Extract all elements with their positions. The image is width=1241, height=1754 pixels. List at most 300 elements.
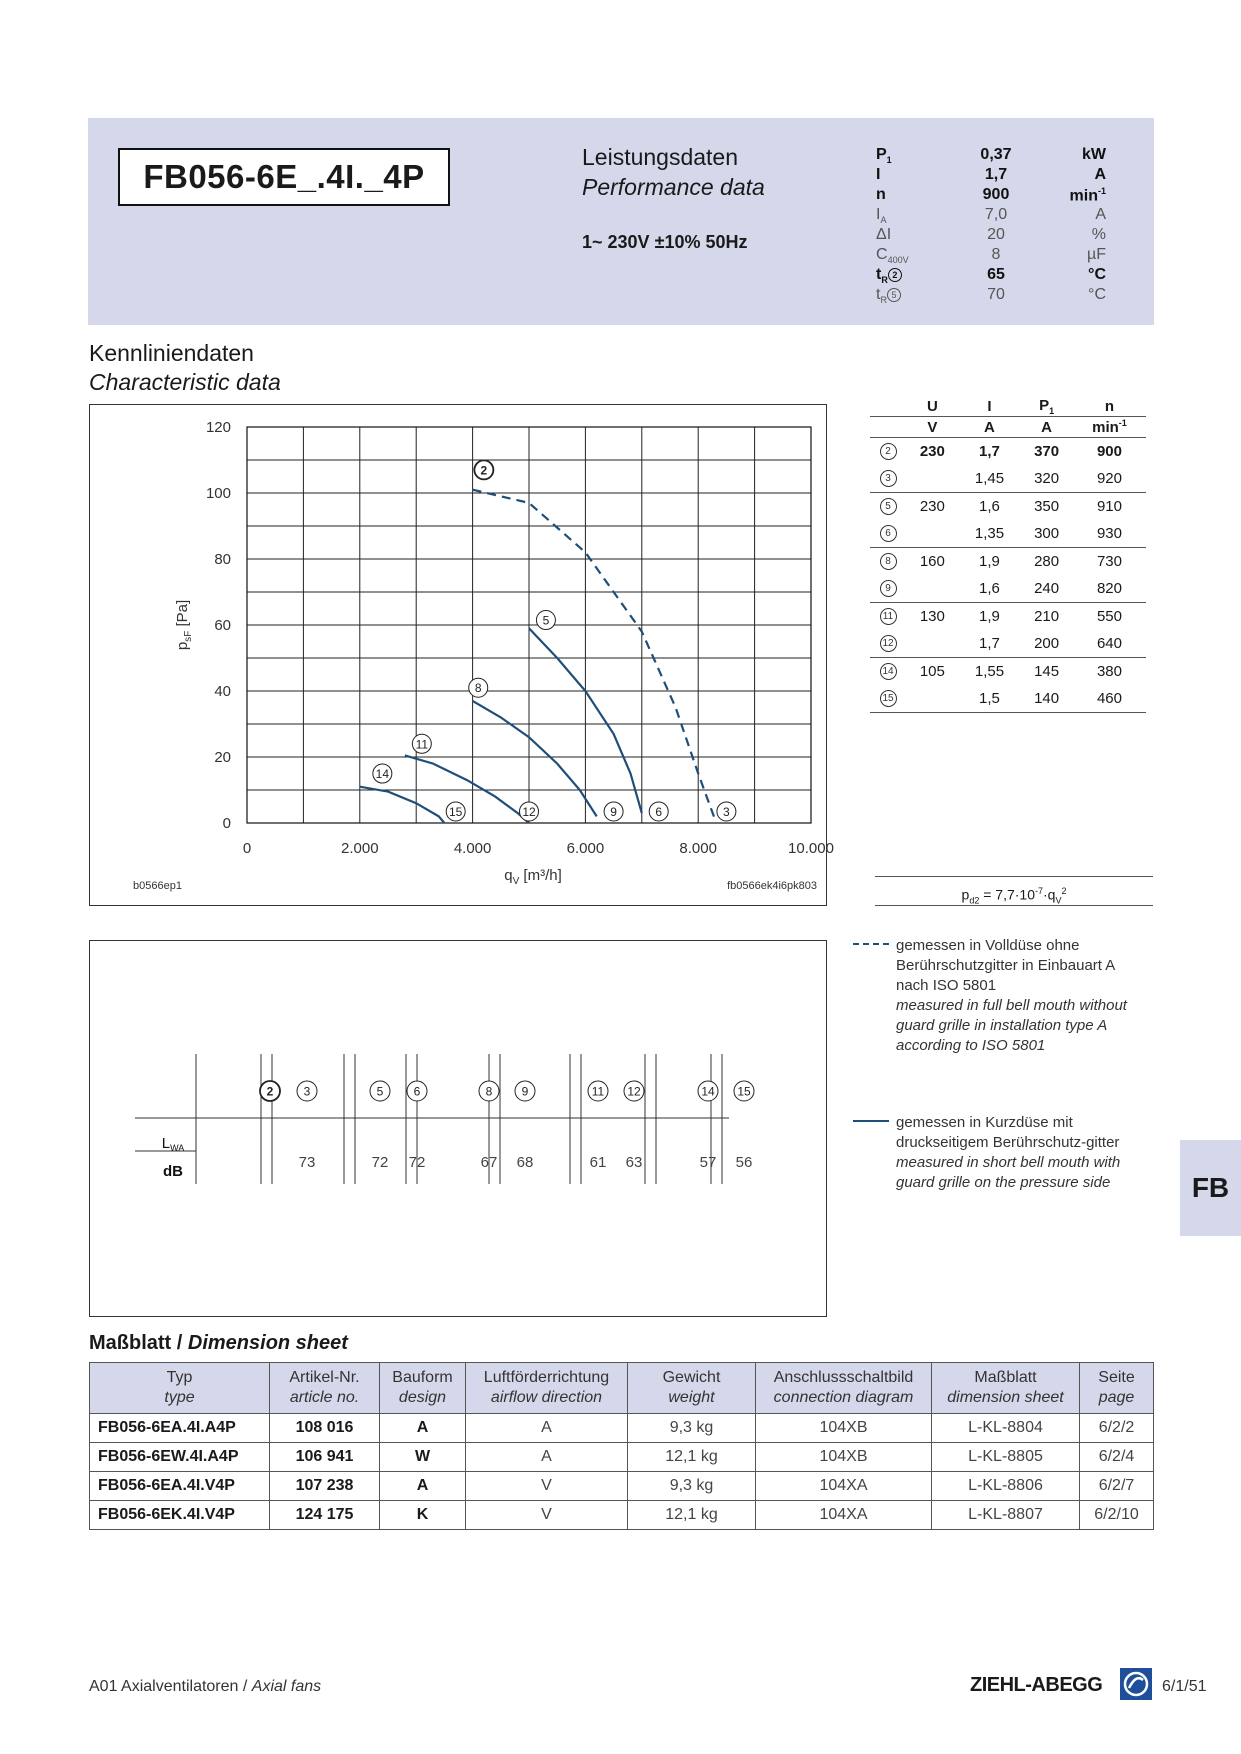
spec-row <box>876 166 1106 186</box>
table-cell: 9,3 kg <box>628 1472 756 1501</box>
sound-column <box>260 1081 280 1101</box>
dimension-header-en: dimension sheet <box>947 1389 1064 1406</box>
table-header-cell <box>1073 396 1146 417</box>
table-cell: 6/2/10 <box>1080 1501 1154 1530</box>
spec-symbol <box>876 226 891 244</box>
spec-symbol-text: I <box>876 166 881 183</box>
table-row <box>870 493 1146 521</box>
table-cell: 1,9 <box>959 603 1021 631</box>
sound-power-table <box>89 940 827 1317</box>
curve-marker <box>536 611 555 630</box>
table-cell <box>906 685 959 713</box>
table-cell: 104XA <box>756 1472 932 1501</box>
table-cell <box>870 465 906 493</box>
dimension-header-en: airflow direction <box>490 1389 603 1406</box>
spec-symbol-sub: 1 <box>886 155 892 166</box>
dimension-header-cell <box>270 1363 380 1414</box>
curve-2 <box>473 490 715 820</box>
marker-label: 11 <box>415 737 429 752</box>
spec-symbol-text: C <box>876 246 888 263</box>
spec-symbol-text: t <box>876 266 882 283</box>
sound-value: 63 <box>625 1154 643 1171</box>
spec-row <box>876 266 1106 286</box>
sound-column <box>698 1081 718 1171</box>
sound-column <box>734 1081 754 1171</box>
table-cell: 9,3 kg <box>628 1414 756 1443</box>
marker-label: 3 <box>723 804 730 819</box>
table-unit-row <box>870 417 1146 438</box>
spec-value: 70 <box>987 286 1005 303</box>
table-cell: 6/2/7 <box>1080 1472 1154 1501</box>
table-cell: 130 <box>906 603 959 631</box>
table-cell: 230 <box>906 493 959 521</box>
table-cell: FB056-6EA.4I.V4P <box>90 1472 270 1501</box>
table-cell: FB056-6EK.4I.V4P <box>90 1501 270 1530</box>
sound-unit-label: dB <box>163 1163 183 1180</box>
spec-symbol <box>876 186 886 204</box>
spec-unit-text: °C <box>1088 266 1106 283</box>
spec-symbol-text: n <box>876 186 886 203</box>
dimension-title-de: Maßblatt / <box>89 1332 188 1354</box>
y-tick-label: 20 <box>214 749 231 766</box>
table-cell: 104XB <box>756 1443 932 1472</box>
marker-label: 12 <box>522 804 536 819</box>
chart-code-right: fb0566ek4i6pk803 <box>727 880 817 892</box>
marker-label: 3 <box>303 1084 311 1099</box>
unit-text: A <box>1041 418 1052 436</box>
table-cell <box>906 465 959 493</box>
formula-sq: 2 <box>1061 886 1067 896</box>
marker-label: 2 <box>480 463 488 478</box>
table-cell <box>870 603 906 631</box>
sound-row-label <box>162 1135 185 1153</box>
table-cell: W <box>380 1443 466 1472</box>
table-row <box>870 465 1146 493</box>
x-axis-label-unit: [m³/h] <box>519 867 562 884</box>
sound-column <box>515 1081 535 1171</box>
table-cell: 145 <box>1020 658 1073 686</box>
table-header-cell <box>906 396 959 417</box>
curve-marker <box>520 802 539 821</box>
spec-symbol <box>876 286 901 305</box>
curve-marker: 2 <box>880 443 897 460</box>
table-cell: 12,1 kg <box>628 1443 756 1472</box>
header-text: U <box>926 397 938 415</box>
table-cell <box>870 658 906 686</box>
table-row <box>870 658 1146 686</box>
y-tick-label: 0 <box>222 815 231 832</box>
curve-marker <box>649 802 668 821</box>
table-cell <box>870 630 906 658</box>
spec-unit <box>1070 186 1106 205</box>
x-tick-label: 4.000 <box>453 840 492 857</box>
legend-solid-line <box>853 1120 889 1122</box>
curve-marker: 2 <box>888 268 902 282</box>
curve-marker <box>474 460 493 479</box>
sound-row-label-sub: WA <box>170 1143 185 1153</box>
spec-unit-sup: -1 <box>1097 186 1106 196</box>
spec-value: 900 <box>982 186 1010 203</box>
footer-category-en: Axial fans <box>251 1678 322 1695</box>
table-cell: FB056-6EA.4I.A4P <box>90 1414 270 1443</box>
table-cell <box>870 548 906 576</box>
table-unit-cell <box>959 417 1021 438</box>
formula-p: p <box>961 886 970 903</box>
table-cell: 280 <box>1020 548 1073 576</box>
table-row <box>870 548 1146 576</box>
table-cell: 1,5 <box>979 690 1000 707</box>
spec-symbol <box>876 266 902 285</box>
marker-label: 2 <box>266 1084 274 1099</box>
spec-unit-text: A <box>1094 166 1106 183</box>
curve-marker: 9 <box>880 580 897 597</box>
dynamic-pressure-formula <box>875 876 1153 906</box>
sound-column <box>297 1081 317 1171</box>
y-tick-label: 120 <box>205 419 231 436</box>
curve-marker: 14 <box>880 663 897 680</box>
performance-heading-de: Leistungsdaten <box>582 144 739 170</box>
sound-value: 56 <box>735 1154 753 1171</box>
unit-text: V <box>927 418 938 436</box>
table-cell: 1,35 <box>974 525 1005 542</box>
sound-value: 57 <box>699 1154 717 1171</box>
legend-solid-text <box>896 1113 1136 1193</box>
spec-value: 1,7 <box>984 166 1008 183</box>
brand-name: ZIEHL-ABEGG <box>970 1674 1103 1696</box>
curve-marker: 5 <box>887 288 901 302</box>
page-number: 6/1/51 <box>1162 1678 1207 1695</box>
spec-row <box>876 226 1106 246</box>
table-cell: 6/2/2 <box>1080 1414 1154 1443</box>
legend-dashed-de: gemessen in Volldüse ohne Berührschutzgitter in Einbauart A nach ISO 5801 <box>896 937 1115 994</box>
table-cell: 460 <box>1096 690 1122 707</box>
table-cell <box>906 630 959 658</box>
section-title-en: Characteristic data <box>89 369 281 395</box>
dimension-header-cell <box>466 1363 628 1414</box>
chart-grid <box>247 427 811 823</box>
legend-solid-de: gemessen in Kurzdüse mit druckseitigem Berührschutz-gitter <box>896 1114 1120 1151</box>
table-cell: 104XB <box>756 1414 932 1443</box>
table-row <box>870 685 1146 713</box>
curve-marker: 15 <box>880 690 897 707</box>
formula-exp: -7 <box>1034 886 1043 896</box>
table-cell: 140 <box>1034 690 1060 707</box>
table-cell <box>870 575 906 603</box>
y-tick-label: 100 <box>205 485 231 502</box>
spec-unit <box>1087 246 1106 264</box>
table-cell: K <box>380 1501 466 1530</box>
x-axis-label-main: q <box>504 867 513 884</box>
curve-marker: 6 <box>880 525 897 542</box>
spec-symbol-text: P <box>876 146 887 163</box>
table-cell: A <box>466 1414 628 1443</box>
y-axis-label-main: p <box>174 641 191 651</box>
legend-dashed-text <box>896 936 1136 1056</box>
spec-symbol-sub: R <box>881 275 888 286</box>
formula-dot: ·q <box>1043 886 1056 903</box>
curve-marker: 12 <box>880 635 897 652</box>
table-unit-cell <box>1073 417 1146 438</box>
legend-dashed-en: measured in full bell mouth without guard grille in installation type A according to ISO 5801 <box>896 997 1127 1054</box>
dimension-header-de: Typ <box>166 1369 193 1386</box>
sound-value: 72 <box>371 1154 389 1171</box>
spec-unit-text: min <box>1069 187 1098 205</box>
table-cell <box>906 575 959 603</box>
unit-sup: -1 <box>1118 418 1127 428</box>
table-cell: 300 <box>1034 525 1060 542</box>
x-axis-label-sub: V <box>512 876 520 887</box>
performance-heading-en: Performance data <box>582 174 765 200</box>
x-axis-label <box>504 867 562 887</box>
table-header-row <box>870 396 1146 417</box>
sound-column <box>370 1081 390 1171</box>
table-unit-cell <box>906 417 959 438</box>
curve-marker <box>717 802 736 821</box>
dimension-header-cell <box>932 1363 1080 1414</box>
table-cell <box>870 685 906 713</box>
dimension-header-de: Maßblatt <box>974 1369 1037 1386</box>
dimension-header-en: connection diagram <box>773 1389 914 1406</box>
chart-code-left: b0566ep1 <box>133 880 182 892</box>
table-cell: V <box>466 1472 628 1501</box>
y-tick-label: 60 <box>214 617 231 634</box>
spec-symbol <box>876 146 892 165</box>
spec-symbol-text: ΔI <box>876 226 892 243</box>
table-row <box>870 603 1146 631</box>
sound-value: 68 <box>516 1154 534 1171</box>
dimension-header-de: Seite <box>1098 1369 1135 1386</box>
curve-marker: 5 <box>880 498 897 515</box>
characteristic-table <box>870 396 1146 713</box>
table-row <box>90 1443 1154 1472</box>
dimension-header-de: Luftförderrichtung <box>483 1369 610 1386</box>
model-title: FB056-6E_.4I._4P <box>118 148 450 206</box>
marker-label: 12 <box>627 1084 641 1099</box>
spec-value: 20 <box>987 226 1005 243</box>
table-cell: 380 <box>1073 658 1146 686</box>
header-sub: 1 <box>1049 405 1055 416</box>
curve-marker: 11 <box>880 608 897 625</box>
dimension-header-cell <box>628 1363 756 1414</box>
table-header-cell <box>870 417 906 438</box>
table-cell: 1,6 <box>959 493 1021 521</box>
spec-value: 8 <box>991 246 1001 263</box>
table-cell: FB056-6EW.4I.A4P <box>90 1443 270 1472</box>
spec-value: 7,0 <box>984 206 1008 223</box>
dimension-header-en: type <box>164 1389 195 1406</box>
table-header-cell <box>1020 396 1073 417</box>
header-text: I <box>987 397 992 415</box>
dimension-header-de: Bauform <box>392 1369 453 1386</box>
dimension-header-cell <box>380 1363 466 1414</box>
marker-label: 5 <box>376 1084 384 1099</box>
table-row <box>90 1414 1154 1443</box>
table-cell: L-KL-8805 <box>932 1443 1080 1472</box>
header-text: P <box>1039 396 1050 414</box>
table-cell: 210 <box>1020 603 1073 631</box>
table-cell <box>870 493 906 521</box>
dimension-header-en: weight <box>668 1389 715 1406</box>
marker-label: 8 <box>474 681 482 696</box>
table-row <box>870 630 1146 658</box>
dimension-header-en: article no. <box>289 1389 360 1406</box>
spec-unit-text: kW <box>1082 146 1106 163</box>
table-cell: 104XA <box>756 1501 932 1530</box>
table-cell: 1,55 <box>959 658 1021 686</box>
table-cell: 910 <box>1073 493 1146 521</box>
table-row <box>870 520 1146 548</box>
table-cell: A <box>466 1443 628 1472</box>
table-cell <box>906 520 959 548</box>
sound-value: 67 <box>480 1154 498 1171</box>
footer-category <box>89 1678 321 1696</box>
spec-row <box>876 206 1106 226</box>
spec-symbol-text: t <box>876 286 881 303</box>
y-axis-label <box>174 600 194 650</box>
curve-marker: 3 <box>880 470 897 487</box>
spec-unit-text: °C <box>1088 286 1106 303</box>
table-cell: A <box>380 1472 466 1501</box>
sound-value: 73 <box>298 1154 316 1171</box>
dimension-header-cell <box>1080 1363 1154 1414</box>
sound-row-label-main: L <box>161 1135 171 1152</box>
table-cell: 820 <box>1096 580 1122 597</box>
y-axis-label-unit: [Pa] <box>174 599 191 631</box>
spec-symbol <box>876 246 909 265</box>
spec-unit-text: µF <box>1087 246 1106 263</box>
formula-q-sub: V <box>1055 895 1062 906</box>
sound-value: 72 <box>408 1154 426 1171</box>
spec-unit <box>1095 206 1106 224</box>
table-cell: 12,1 kg <box>628 1501 756 1530</box>
spec-unit-text: % <box>1091 226 1106 243</box>
y-tick-label: 40 <box>214 683 231 700</box>
table-cell: 930 <box>1096 525 1122 542</box>
spec-row <box>876 286 1106 306</box>
curve-marker <box>604 802 623 821</box>
x-tick-label: 10.000 <box>788 840 834 857</box>
curve-marker <box>469 678 488 697</box>
table-cell: 160 <box>906 548 959 576</box>
curve-11 <box>405 755 529 823</box>
spec-symbol <box>876 206 886 225</box>
dimension-title <box>89 1332 348 1355</box>
curve-marker: 8 <box>880 553 897 570</box>
table-cell: L-KL-8806 <box>932 1472 1080 1501</box>
table-row <box>90 1472 1154 1501</box>
x-tick-label: 6.000 <box>566 840 605 857</box>
dimension-header-de: Artikel-Nr. <box>289 1369 360 1386</box>
table-cell: L-KL-8807 <box>932 1501 1080 1530</box>
table-cell: 730 <box>1073 548 1146 576</box>
table-cell: A <box>380 1414 466 1443</box>
curve-marker <box>373 764 392 783</box>
dimension-title-en: Dimension sheet <box>187 1332 348 1354</box>
unit-text: A <box>984 418 995 436</box>
table-cell: 900 <box>1073 438 1146 466</box>
header-text: n <box>1104 397 1115 415</box>
marker-label: 6 <box>655 804 663 819</box>
table-cell: 640 <box>1096 635 1122 652</box>
table-cell: 106 941 <box>270 1443 380 1472</box>
table-header-cell <box>870 396 906 417</box>
formula-p-sub: d2 <box>969 895 980 906</box>
curve-14 <box>360 787 445 823</box>
table-row <box>870 575 1146 603</box>
spec-symbol-sub: A <box>880 215 887 226</box>
marker-label: 9 <box>521 1084 529 1099</box>
marker-label: 14 <box>375 767 390 781</box>
unit-text: min <box>1092 419 1119 436</box>
dimension-header-en: page <box>1098 1389 1135 1406</box>
table-cell: 1,7 <box>979 635 1000 652</box>
spec-unit <box>1082 146 1106 164</box>
table-unit-cell <box>1020 417 1073 438</box>
marker-label: 15 <box>449 804 463 819</box>
table-cell: 230 <box>906 438 959 466</box>
curve-8 <box>473 701 597 817</box>
table-cell: 124 175 <box>270 1501 380 1530</box>
y-tick-label: 80 <box>214 551 231 568</box>
spec-row <box>876 186 1106 206</box>
table-header-cell <box>959 396 1021 417</box>
sound-value: 61 <box>589 1154 607 1171</box>
spec-symbol <box>876 166 880 184</box>
table-cell: 1,9 <box>959 548 1021 576</box>
x-tick-label: 2.000 <box>341 840 379 857</box>
table-row <box>870 438 1146 466</box>
sound-column <box>588 1081 608 1171</box>
spec-unit <box>1088 266 1106 284</box>
table-cell <box>870 520 906 548</box>
section-title-de: Kennliniendaten <box>89 340 254 366</box>
spec-value: 65 <box>987 266 1005 283</box>
legend-dashed-line <box>853 943 889 945</box>
sound-column <box>624 1081 644 1171</box>
dimension-header-de: Anschlussschaltbild <box>773 1369 914 1386</box>
table-row <box>90 1501 1154 1530</box>
table-cell: 350 <box>1020 493 1073 521</box>
table-cell: 108 016 <box>270 1414 380 1443</box>
marker-label: 9 <box>610 804 617 819</box>
voltage-rating: 1~ 230V ±10% 50Hz <box>582 232 748 252</box>
marker-label: 11 <box>591 1084 605 1099</box>
dimension-header-cell <box>90 1363 270 1414</box>
spec-unit-text: A <box>1095 206 1106 223</box>
marker-label: 5 <box>542 613 550 628</box>
formula-mid: = 7,7·10 <box>979 886 1035 903</box>
dimension-header-de: Gewicht <box>662 1369 721 1386</box>
table-cell: 1,45 <box>974 470 1005 487</box>
table-cell: 320 <box>1034 470 1060 487</box>
table-cell: 370 <box>1020 438 1073 466</box>
y-axis-label-sub: sF <box>183 630 194 642</box>
table-cell: 200 <box>1034 635 1060 652</box>
curve-marker <box>446 802 465 821</box>
dimension-header-en: design <box>398 1389 447 1406</box>
table-cell <box>870 438 906 466</box>
curve-marker <box>412 734 431 753</box>
table-cell: L-KL-8804 <box>932 1414 1080 1443</box>
marker-label: 15 <box>737 1084 751 1099</box>
spec-unit <box>1092 226 1106 244</box>
spec-symbol-sub: 400V <box>887 255 909 266</box>
characteristic-chart <box>89 404 834 906</box>
table-cell: 920 <box>1096 470 1122 487</box>
table-cell: V <box>466 1501 628 1530</box>
spec-unit <box>1094 166 1106 184</box>
spec-symbol-sub: R <box>880 295 887 306</box>
